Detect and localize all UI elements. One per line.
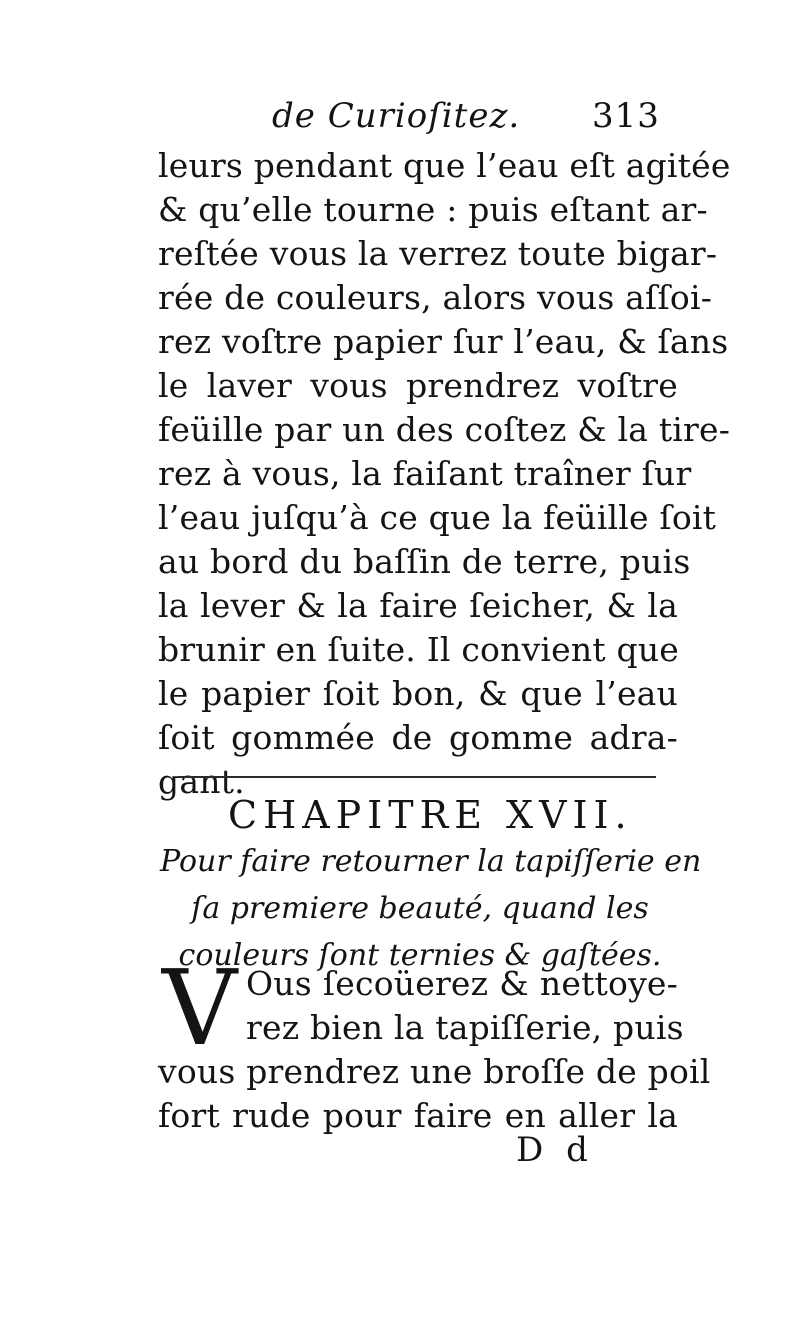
- subtitle-line: couleurs ſont ternies & gaſtées.: [178, 938, 662, 973]
- catchword: D d: [516, 1130, 594, 1170]
- text-line: Ous ſecoüerez & nettoye-: [246, 964, 678, 1003]
- body-text: [158, 144, 731, 804]
- drop-cap: V: [162, 947, 238, 1069]
- text-line: le laver vous prendrez voſtre: [158, 366, 678, 405]
- text-line: au bord du baſſin de terre, puis: [158, 542, 691, 581]
- text-line: la lever & la faire ſeicher, & la: [158, 586, 678, 625]
- text-line: rée de couleurs, alors vous aſſoi-: [158, 278, 713, 317]
- text-line: & qu’elle tourne : puis eſtant ar-: [158, 190, 708, 229]
- section-divider: [178, 776, 656, 778]
- text-line: rez à vous, la faiſant traîner ſur: [158, 454, 692, 493]
- text-line: rez bien la tapiſſerie, puis: [246, 1008, 684, 1047]
- text-line: le papier ſoit bon, & que l’eau: [158, 674, 678, 713]
- subtitle-line: ſa premiere beauté, quand les: [191, 891, 649, 926]
- text-line: vous prendrez une broſſe de poil: [158, 1052, 711, 1091]
- running-title: de Curioſitez.: [272, 96, 521, 136]
- text-line: gant.: [158, 762, 245, 801]
- subtitle-line: Pour faire retourner la tapiſſerie en: [160, 844, 702, 879]
- text-line: feüille par un des coſtez & la tire-: [158, 410, 731, 449]
- text-line: l’eau juſqu’à ce que la feüille ſoit: [158, 498, 717, 537]
- text-line: leurs pendant que l’eau eſt agitée: [158, 146, 731, 185]
- chapter-subtitle: [160, 838, 702, 979]
- text-line: ſoit gommée de gomme adra-: [158, 718, 678, 757]
- text-line: brunir en ſuite. Il convient que: [158, 630, 680, 669]
- text-line: reſtée vous la verrez toute bigar-: [158, 234, 718, 273]
- text-line: fort rude pour faire en aller la: [158, 1096, 678, 1135]
- text-line: rez voſtre papier ſur l’eau, & ſans: [158, 322, 729, 361]
- page-number: 313: [592, 96, 660, 136]
- chapter-heading: CHAPITRE XVII.: [228, 793, 633, 837]
